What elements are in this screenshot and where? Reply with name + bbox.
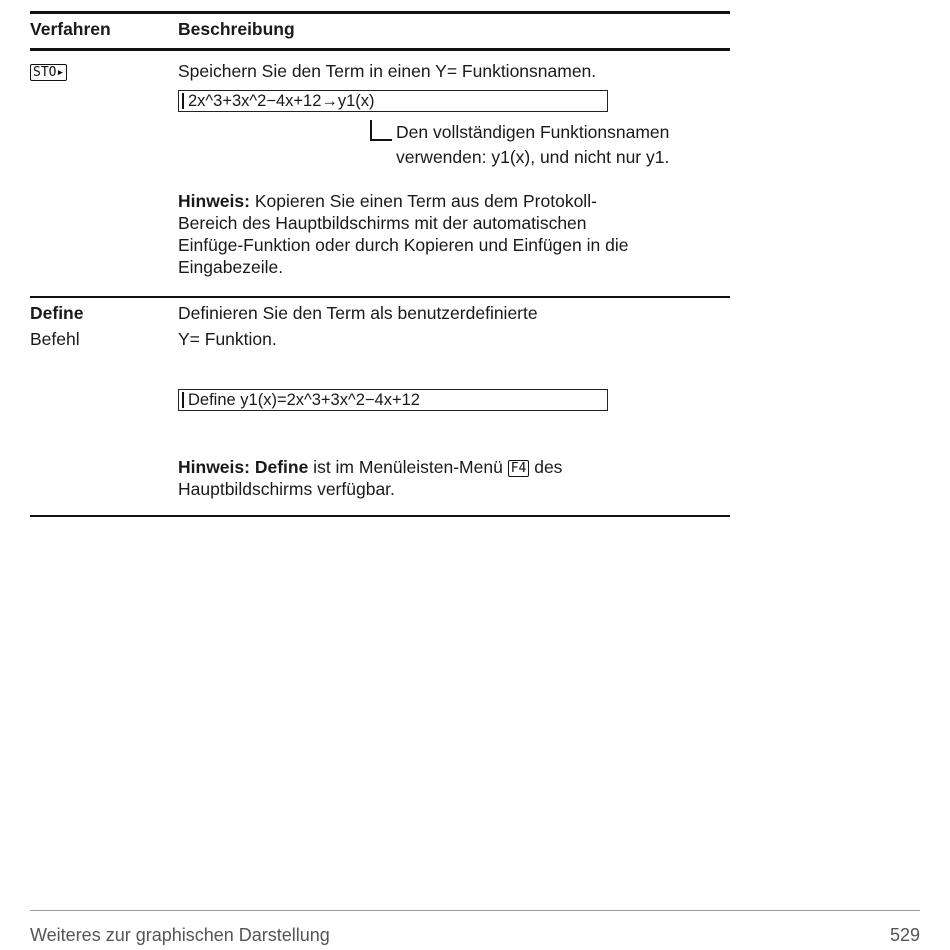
footer-section-title: Weiteres zur graphischen Darstellung [30, 925, 330, 945]
callout-line-2: verwenden: y1(x), und nicht nur y1. [396, 147, 670, 167]
define-screen-text: Define y1(x)=2x^3+3x^2−4x+12 [188, 391, 420, 409]
cursor-tick [182, 392, 184, 408]
footer-rule [30, 910, 920, 911]
define-method-name: Define [30, 303, 84, 323]
callout-line-horizontal [370, 139, 392, 141]
sto-screen-entry [178, 90, 608, 112]
header-verfahren: Verfahren [30, 19, 111, 39]
table-bottom-rule [30, 515, 730, 517]
f4-key-icon: F4 [508, 460, 530, 477]
sto-key-cell [30, 60, 67, 82]
sto-note-label: Hinweis: [178, 191, 250, 211]
row-divider [30, 296, 730, 298]
define-note-text2: des [529, 457, 563, 477]
sto-note-line4: Eingabezeile. [178, 257, 284, 277]
cursor-tick [182, 93, 184, 109]
sto-screen-text: 2x^3+3x^2−4x+12→y1(x) [188, 92, 375, 110]
define-method-sub: Befehl [30, 329, 80, 349]
define-note-text1: ist im Menüleisten-Menü [308, 457, 508, 477]
sto-note-line3: Einfüge-Funktion oder durch Kopieren und Einfügen in die [178, 235, 629, 255]
define-note-label: Hinweis: Define [178, 457, 309, 477]
header-rule [30, 48, 730, 51]
define-note-line2: Hauptbildschirms verfügbar. [178, 479, 395, 499]
define-note [178, 456, 728, 500]
header-beschreibung: Beschreibung [178, 19, 295, 39]
callout-line-vertical [370, 120, 372, 140]
sto-note [178, 190, 728, 278]
footer-page-number: 529 [889, 925, 920, 945]
callout-line-1: Den vollständigen Funktionsnamen [396, 122, 670, 142]
table-top-rule [30, 11, 730, 14]
sto-note-line2: Bereich des Hauptbildschirms mit der automatischen [178, 213, 587, 233]
define-screen-entry [178, 389, 608, 411]
sto-key-icon: STO▸ [30, 64, 67, 81]
sto-note-line1: Kopieren Sie einen Term aus dem Protokoll- [249, 191, 597, 211]
sto-description: Speichern Sie den Term in einen Y= Funktionsnamen. [178, 61, 597, 81]
define-description-line1: Definieren Sie den Term als benutzerdefinierte [178, 303, 538, 323]
define-description-line2: Y= Funktion. [178, 329, 277, 349]
